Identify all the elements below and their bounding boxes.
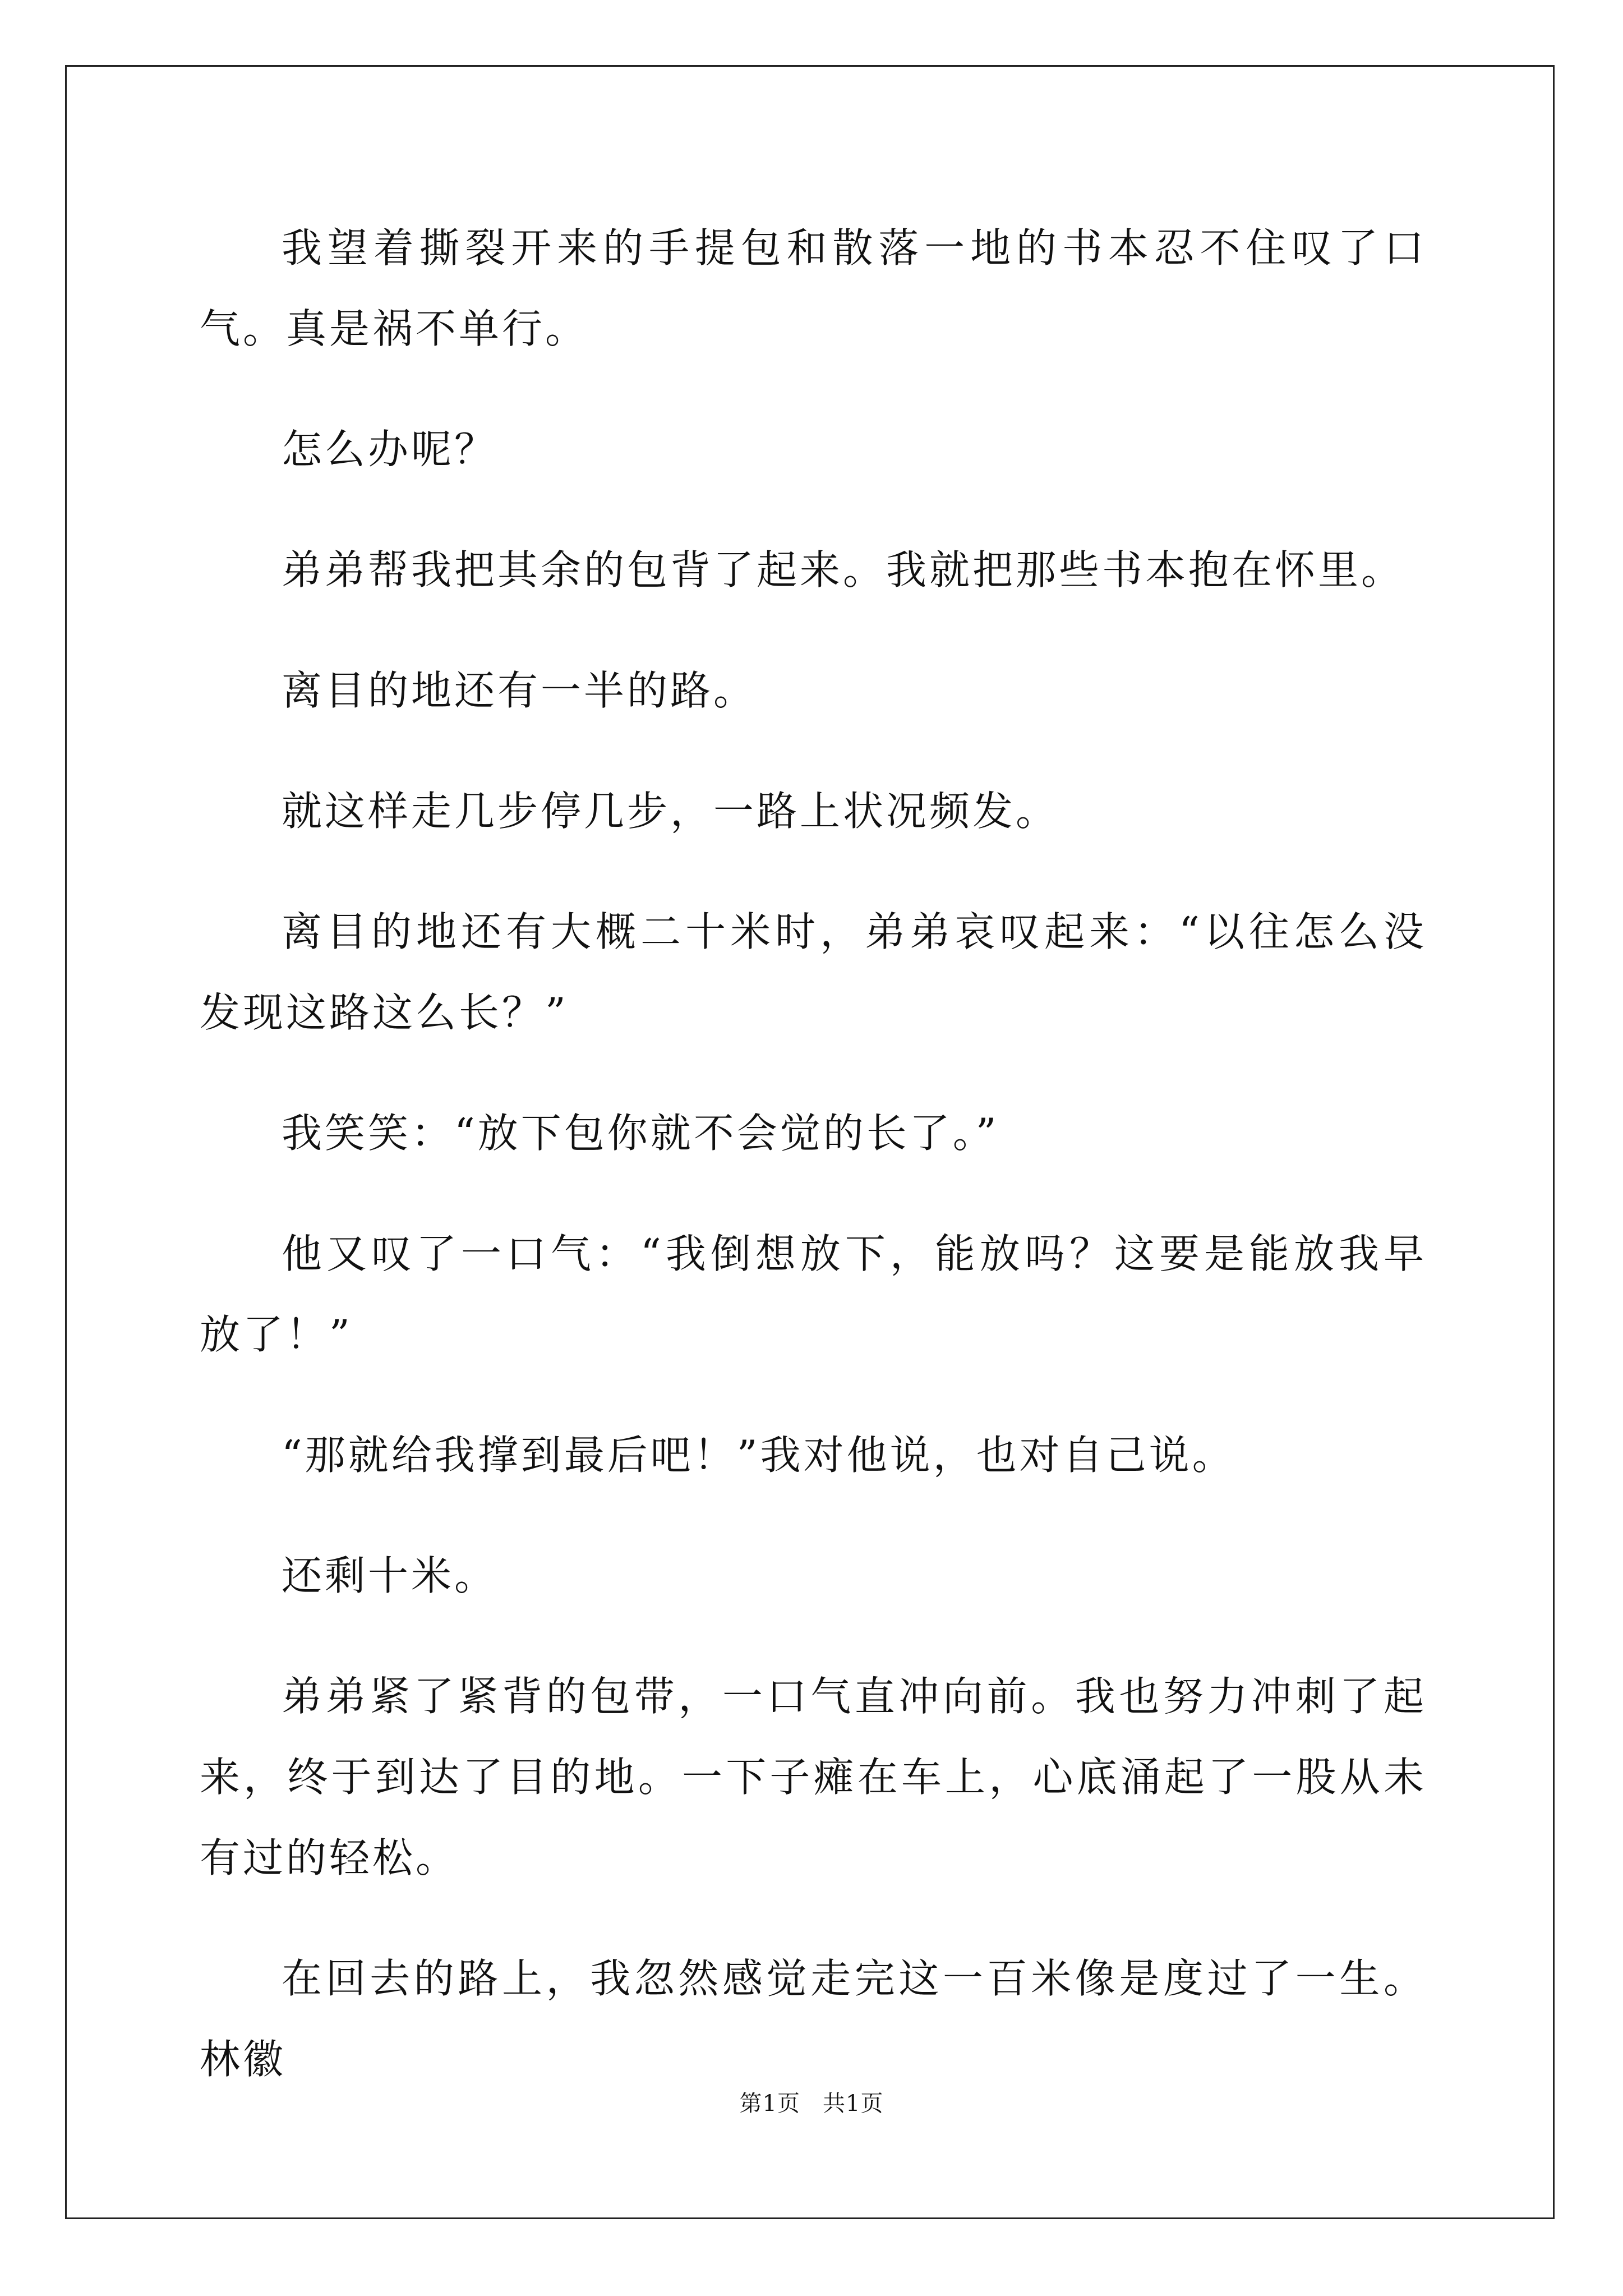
- page-number-total: 共1页: [823, 2091, 884, 2116]
- paragraph: 弟弟帮我把其余的包背了起来。我就把那些书本抱在怀里。: [282, 546, 1405, 593]
- paragraph: 我望着撕裂开来的手提包和散落一地的书本忍不住叹了口气。真是祸不单行。: [200, 224, 1427, 352]
- paragraph: 弟弟紧了紧背的包带，一口气直冲向前。我也努力冲刺了起来，终于到达了目的地。一下子瘫在车上，心底涌起了一股从未有过的轻松。: [200, 1673, 1427, 1881]
- paragraph: 我笑笑：“放下包你就不会觉的长了。”: [282, 1110, 999, 1157]
- paragraph: “那就给我撑到最后吧！”我对他说，也对自己说。: [282, 1432, 1235, 1479]
- paragraph: 还剩十米。: [282, 1552, 498, 1599]
- page-number-current: 第1页: [739, 2091, 800, 2116]
- paragraph: 怎么办呢？: [282, 426, 498, 473]
- paragraph: 离目的地还有一半的路。: [282, 667, 757, 714]
- paragraph: 他又叹了一口气：“我倒想放下，能放吗？这要是能放我早放了！”: [200, 1230, 1427, 1358]
- document-body: [200, 208, 1427, 2139]
- paragraph: 就这样走几步停几步，一路上状况频发。: [282, 788, 1059, 835]
- paragraph: 离目的地还有大概二十米时，弟弟哀叹起来：“以往怎么没发现这路这么长？”: [200, 908, 1427, 1036]
- page-footer: [0, 2087, 1623, 2120]
- paragraph: 在回去的路上，我忽然感觉走完这一百米像是度过了一生。林徽: [200, 1955, 1427, 2083]
